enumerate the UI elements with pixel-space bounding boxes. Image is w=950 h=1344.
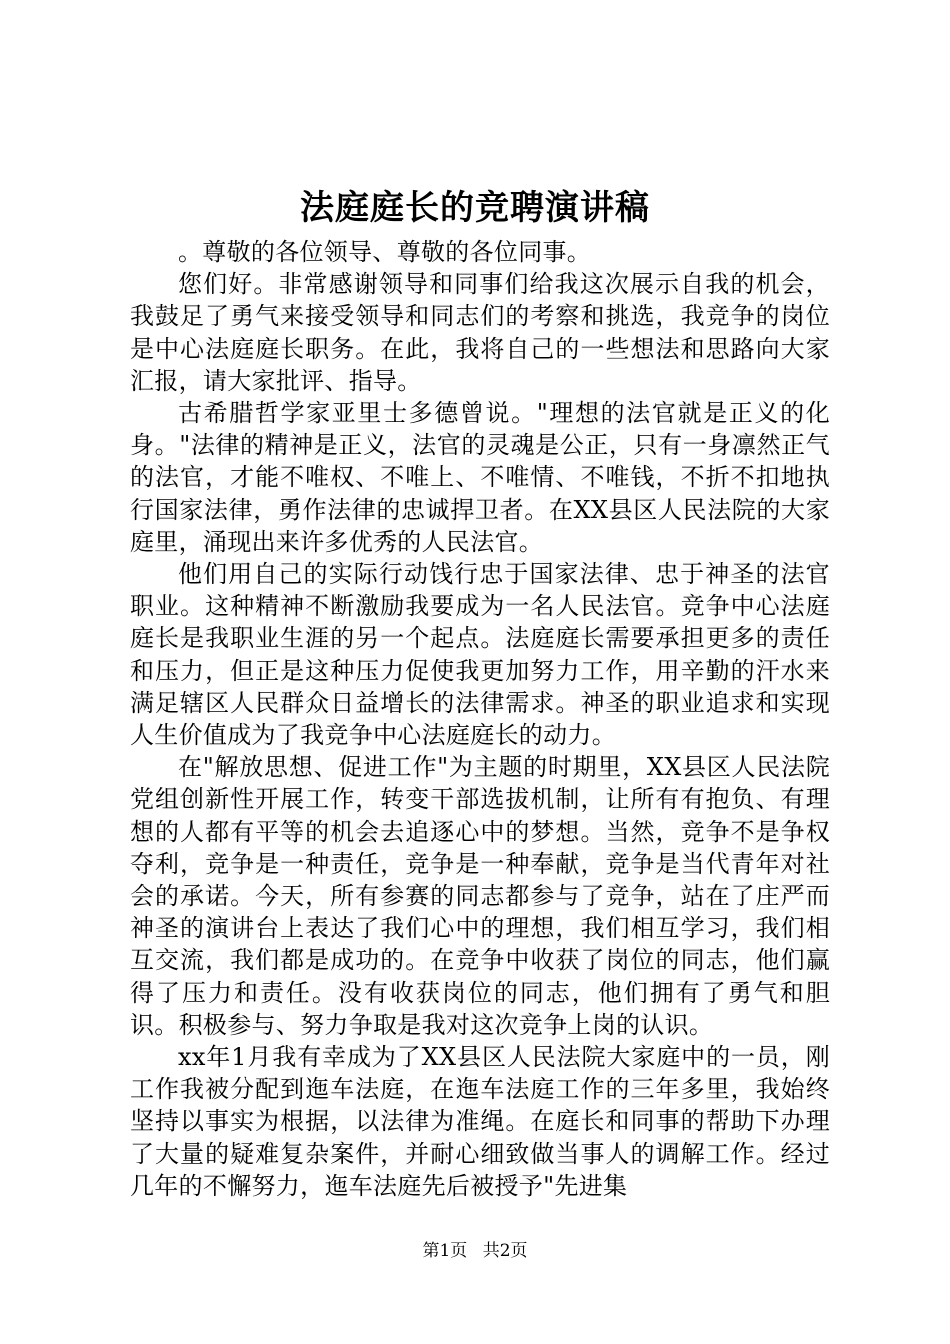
paragraph-competition: 在"解放思想、促进工作"为主题的时期里，XX县区人民法院党组创新性开展工作，转变干部选拔机制，让所有有抱负、有理想的人都有平等的机会去追逐心中的梦想。当然，竞争不是争权夺利，竞争是一种责任，竞争是一种奉献，竞争是当代青年对社会的承诺。今天，所有参赛的同志都参与了竞争，站在了庄严而神圣的演讲台上表达了我们心中的理想，我们相互学习，我们相互交流，我们都是成功的。在竞争中收获了岗位的同志，他们赢得了压力和责任。没有收获岗位的同志，他们拥有了勇气和胆识。积极参与、努力争取是我对这次竞争上岗的认识。	[130, 753, 830, 1039]
page-total: 共2页	[482, 1241, 528, 1261]
paragraph-greeting: 。尊敬的各位领导、尊敬的各位同事。	[178, 238, 592, 266]
document-body	[130, 236, 830, 1202]
page-number: 第1页	[422, 1241, 468, 1261]
paragraph-motivation: 他们用自己的实际行动饯行忠于国家法律、忠于神圣的法官职业。这种精神不断激励我要成为一名人民法官。竞争中心法庭庭长是我职业生涯的另一个起点。法庭庭长需要承担更多的责任和压力，但正是这种压力促使我更加努力工作，用辛勤的汗水来满足辖区人民群众日益增长的法律需求。神圣的职业追求和实现人生价值成为了我竞争中心法庭庭长的动力。	[130, 560, 830, 750]
paragraph-experience: xx年1月我有幸成为了XX县区人民法院大家庭中的一员，刚工作我被分配到迤车法庭，在迤车法庭工作的三年多里，我始终坚持以事实为根据，以法律为准绳。在庭长和同事的帮助下办理了大量的疑难复杂案件，并耐心细致做当事人的调解工作。经过几年的不懈努力，迤车法庭先后被授予"先进集	[130, 1043, 830, 1200]
document-title: 法庭庭长的竞聘演讲稿	[300, 188, 650, 228]
page-footer	[0, 1240, 950, 1262]
paragraph-aristotle-quote: 古希腊哲学家亚里士多德曾说。"理想的法官就是正义的化身。"法律的精神是正义，法官的灵魂是公正，只有一身凛然正气的法官，才能不唯权、不唯上、不唯情、不唯钱，不折不扣地执行国家法律，勇作法律的忠诚捍卫者。在XX县区人民法院的大家庭里，涌现出来许多优秀的人民法官。	[130, 399, 830, 556]
paragraph-introduction: 您们好。非常感谢领导和同事们给我这次展示自我的机会，我鼓足了勇气来接受领导和同志们的考察和挑选，我竞争的岗位是中心法庭庭长职务。在此，我将自己的一些想法和思路向大家汇报，请大家批评、指导。	[130, 270, 830, 395]
